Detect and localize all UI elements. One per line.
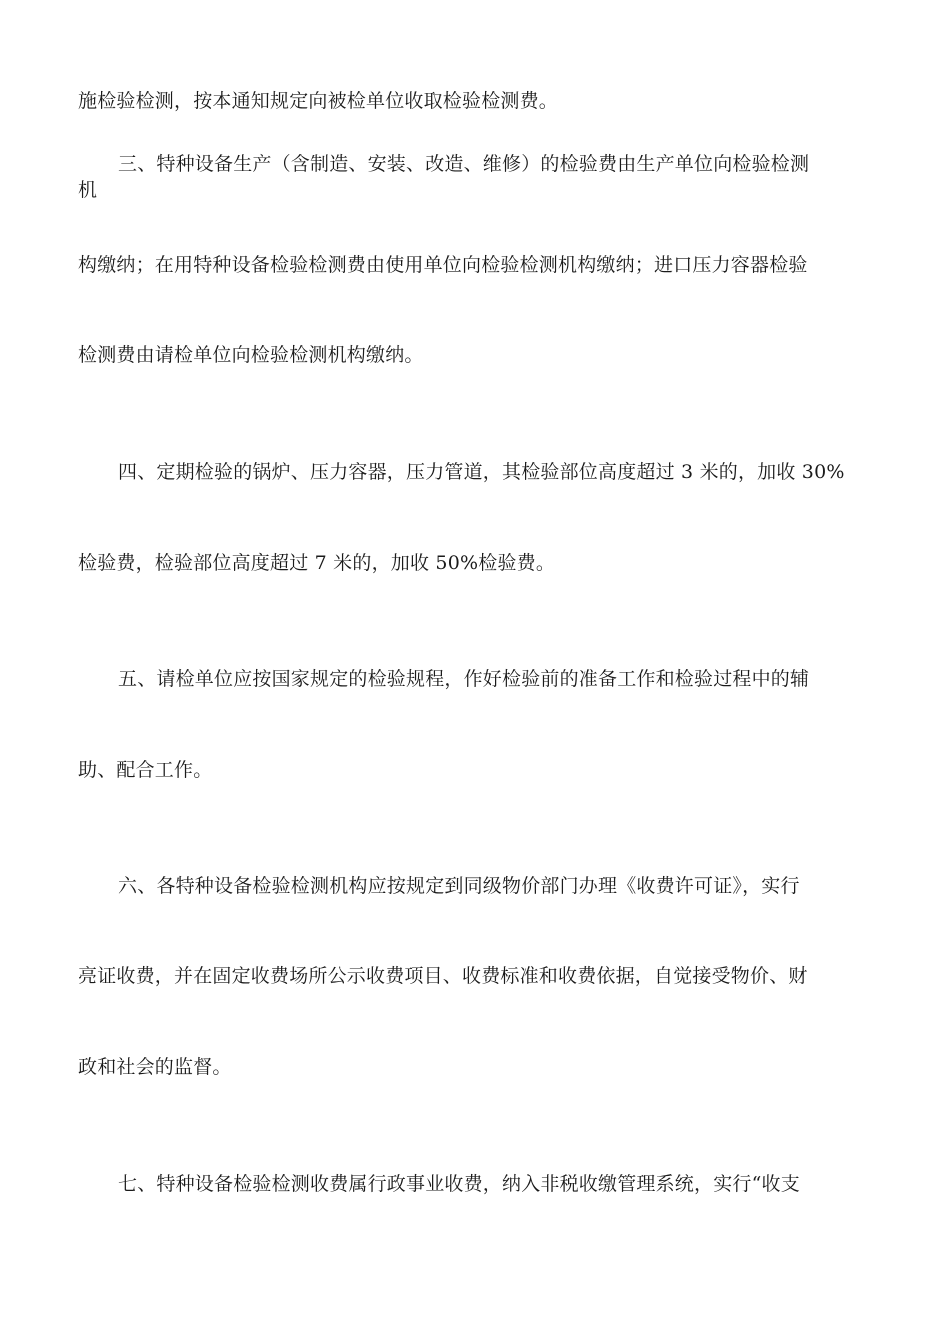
paragraph-line: 施检验检测，按本通知规定向被检单位收取检验检测费。: [78, 90, 559, 112]
paragraph-line: 机: [78, 179, 98, 201]
paragraph-line: 五、请检单位应按国家规定的检验规程，作好检验前的准备工作和检验过程中的辅: [118, 668, 810, 690]
paragraph-line: 助、配合工作。: [78, 759, 213, 781]
paragraph-line: 检测费由请检单位向检验检测机构缴纳。: [78, 344, 424, 366]
paragraph-line: 六、各特种设备检验检测机构应按规定到同级物价部门办理《收费许可证》，实行: [118, 875, 800, 897]
paragraph-line: 三、特种设备生产（含制造、安装、改造、维修）的检验费由生产单位向检验检测: [118, 153, 810, 175]
paragraph-line: 构缴纳；在用特种设备检验检测费由使用单位向检验检测机构缴纳；进口压力容器检验: [78, 254, 808, 276]
paragraph-line: 亮证收费，并在固定收费场所公示收费项目、收费标准和收费依据，自觉接受物价、财: [78, 965, 808, 987]
paragraph-line: 检验费，检验部位高度超过 7 米的，加收 50%检验费。: [78, 552, 556, 574]
paragraph-line: 四、定期检验的锅炉、压力容器，压力管道，其检验部位高度超过 3 米的，加收 30%: [118, 461, 845, 483]
paragraph-line: 政和社会的监督。: [78, 1056, 232, 1078]
paragraph-line: 七、特种设备检验检测收费属行政事业收费，纳入非税收缴管理系统，实行“收支: [118, 1173, 800, 1195]
